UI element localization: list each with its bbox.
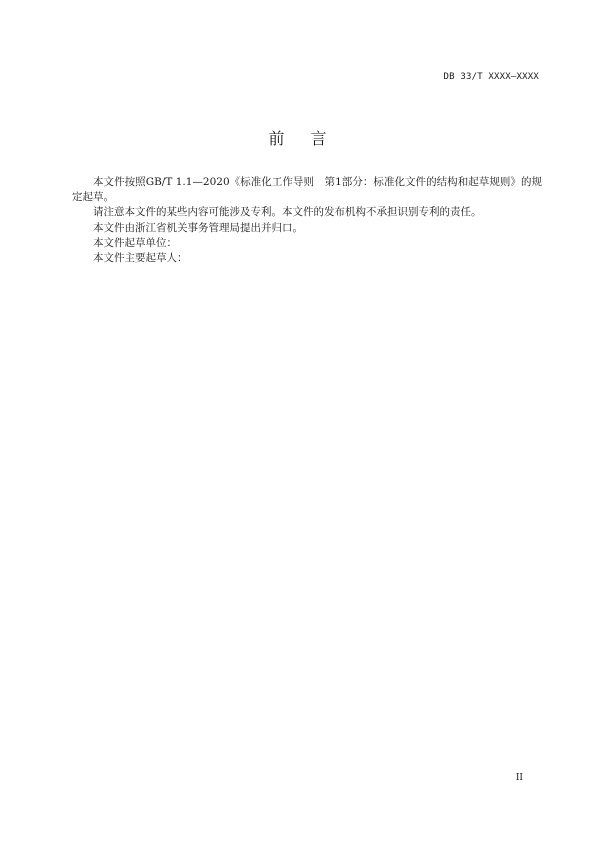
paragraph-patent-notice: 请注意本文件的某些内容可能涉及专利。本文件的发布机构不承担识别专利的责任。 — [93, 206, 482, 219]
document-code: DB 33/T XXXX—XXXX — [443, 72, 539, 82]
paragraph-proposer: 本文件由浙江省机关事务管理局提出并归口。 — [93, 221, 303, 234]
foreword-body — [72, 175, 542, 266]
page-number: II — [515, 773, 523, 783]
paragraph-drafting-rules: 本文件按照GB/T 1.1—2020《标准化工作导则 第1部分：标准化文件的结构和起草规则》的规定起草。 — [72, 176, 542, 204]
paragraph-drafting-unit: 本文件起草单位： — [93, 236, 177, 249]
paragraph-main-drafters: 本文件主要起草人： — [93, 252, 188, 265]
page-title: 前言 — [268, 129, 353, 148]
